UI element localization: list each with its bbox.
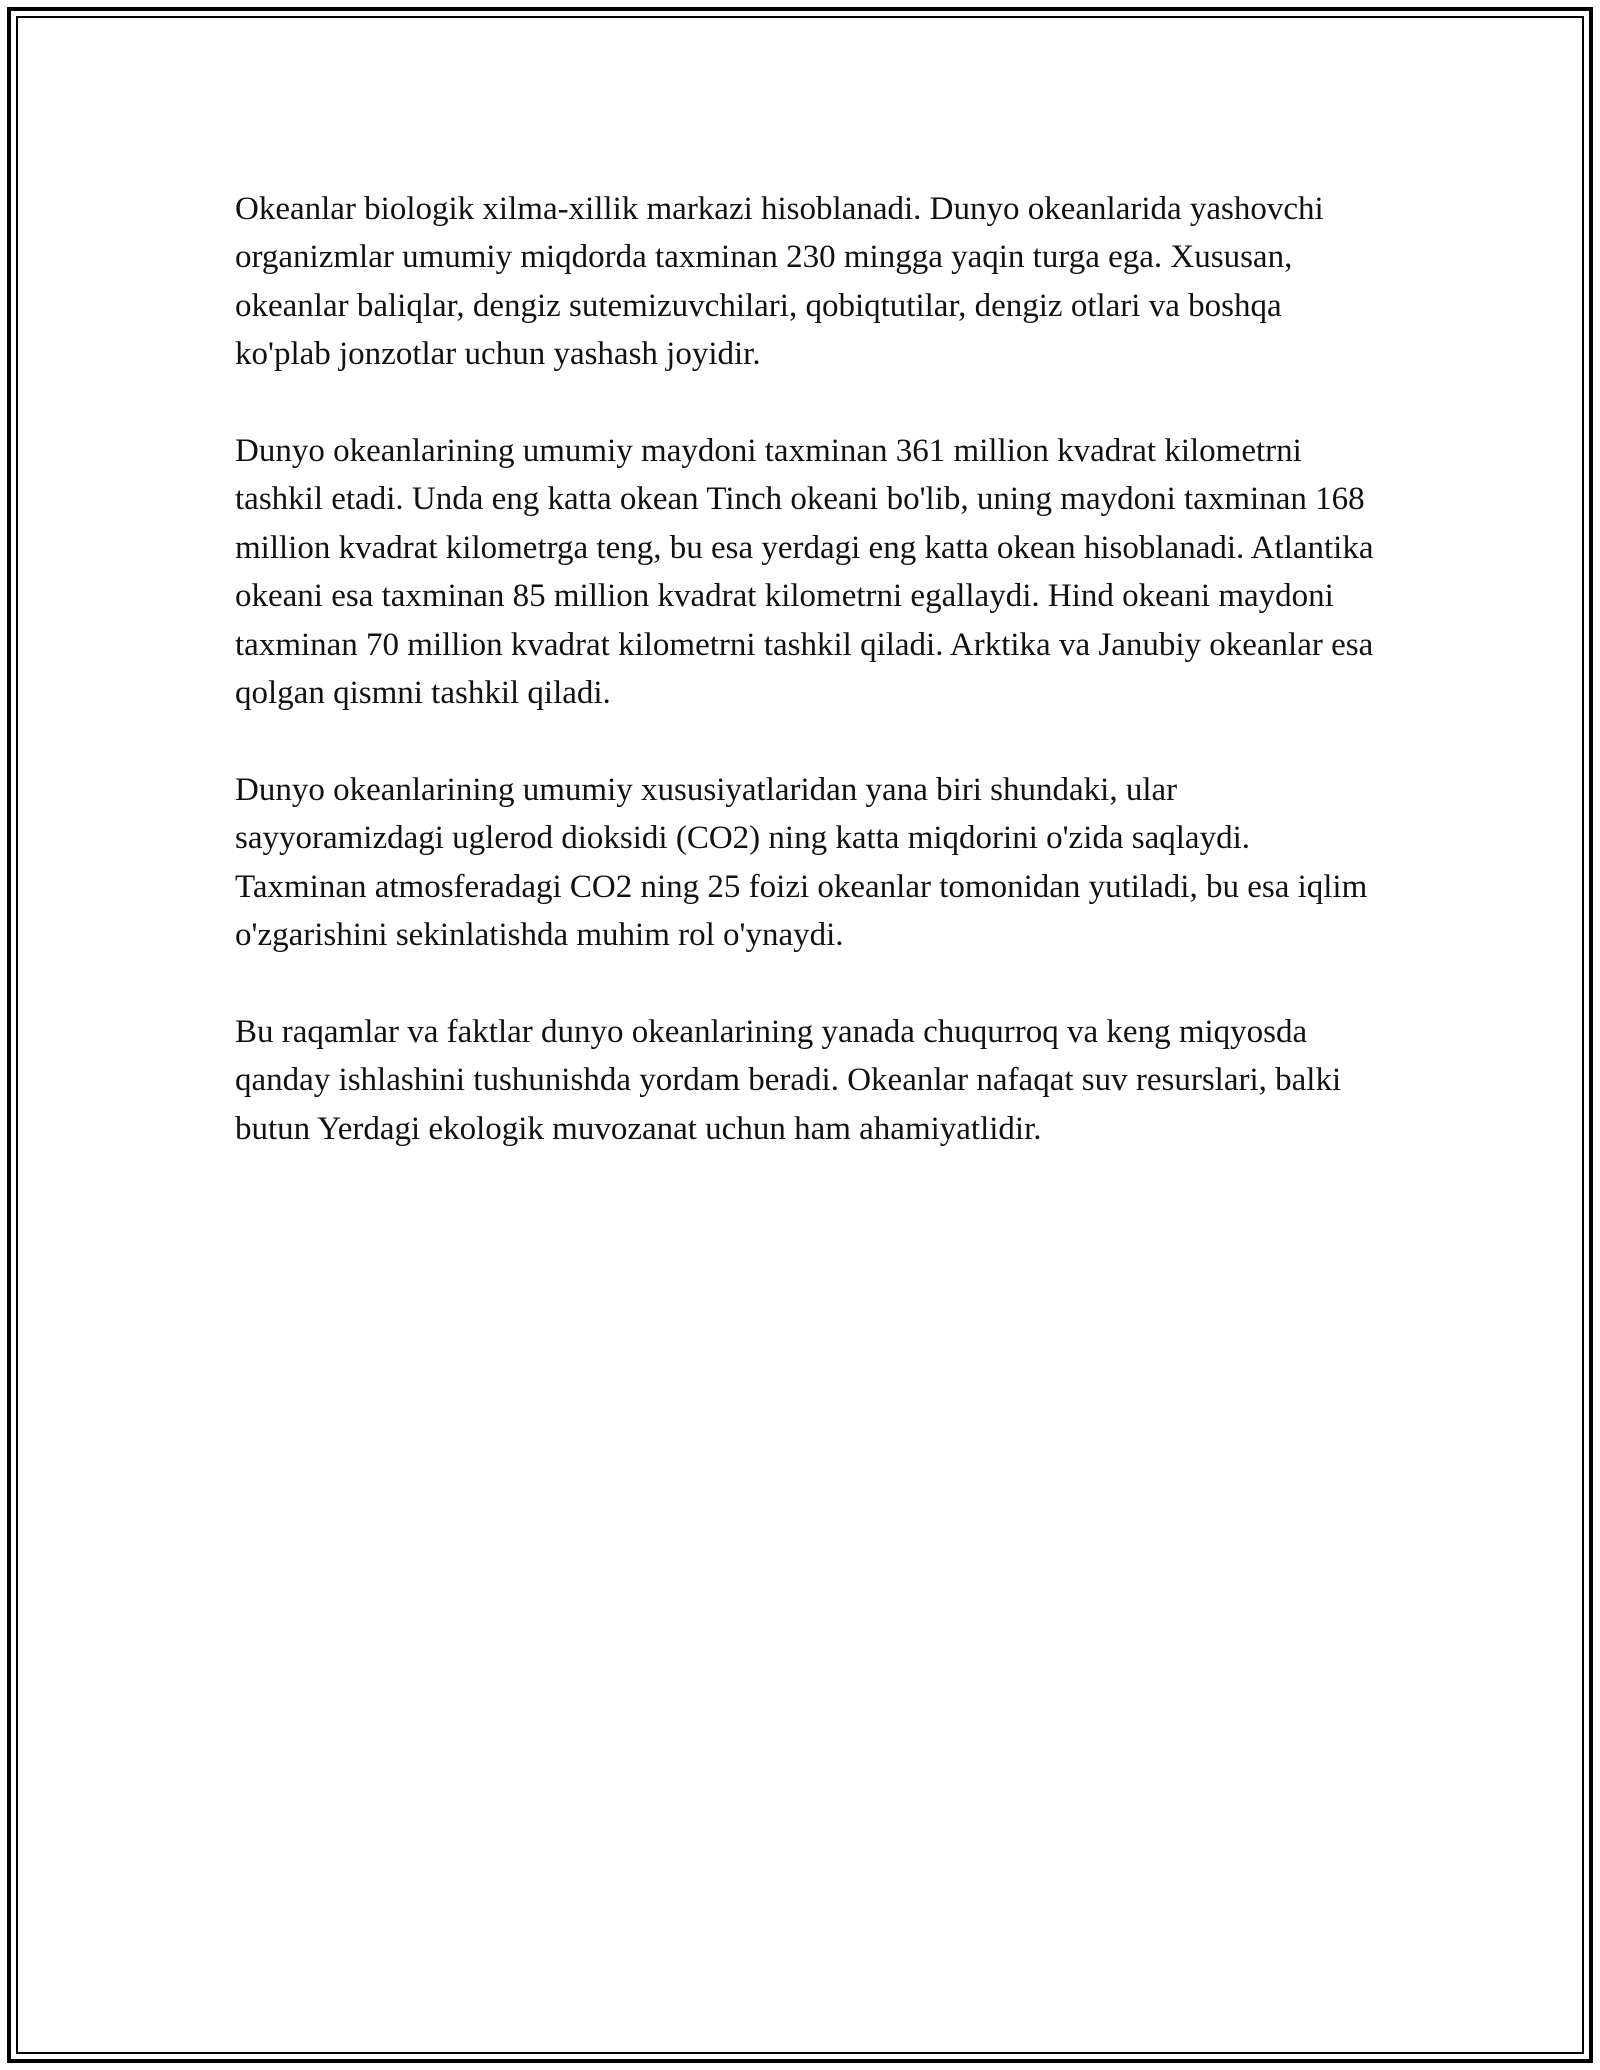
paragraph-biodiversity: Okeanlar biologik xilma-xillik markazi hisoblanadi. Dunyo okeanlarida yashovchi organizmlar umumiy miqdorda taxminan 230 mingga yaqin turga ega. Xususan, okeanlar baliqlar, dengiz sutemizuvchilari, qobiqtutilar, dengiz otlari va boshqa ko'plab jonzotlar uchun yashash joyidir. [235, 191, 1324, 373]
paragraph-ocean-areas: Dunyo okeanlarining umumiy maydoni taxminan 361 million kvadrat kilometrni tashkil etadi. Unda eng katta okean Tinch okeani bo'lib, uning maydoni taxminan 168 million kvadrat kilometrga teng, bu esa yerdagi eng katta okean hisoblanadi. Atlantika okeani esa taxminan 85 million kvadrat kilometrni egallaydi. Hind okeani maydoni taxminan 70 million kvadrat kilometrni tashkil qiladi. Arktika va Janubiy okeanlar esa qolgan qismni tashkil qiladi. [235, 433, 1374, 712]
paragraph-carbon-dioxide: Dunyo okeanlarining umumiy xususiyatlaridan yana biri shundaki, ular sayyoramizdagi uglerod dioksidi (CO2) ning katta miqdorini o'zida saqlaydi. Taxminan atmosferadagi CO2 ning 25 foizi okeanlar tomonidan yutiladi, bu esa iqlim o'zgarishini sekinlatishda muhim rol o'ynaydi. [235, 771, 1368, 954]
paragraph-conclusion: Bu raqamlar va faktlar dunyo okeanlarining yanada chuqurroq va keng miqyosda qanday ishlashini tushunishda yordam beradi. Okeanlar nafaqat suv resurslari, balki butun Yerdagi ekologik muvozanat uchun ham ahamiyatlidir. [235, 1013, 1342, 1147]
document-body [235, 185, 1375, 1201]
